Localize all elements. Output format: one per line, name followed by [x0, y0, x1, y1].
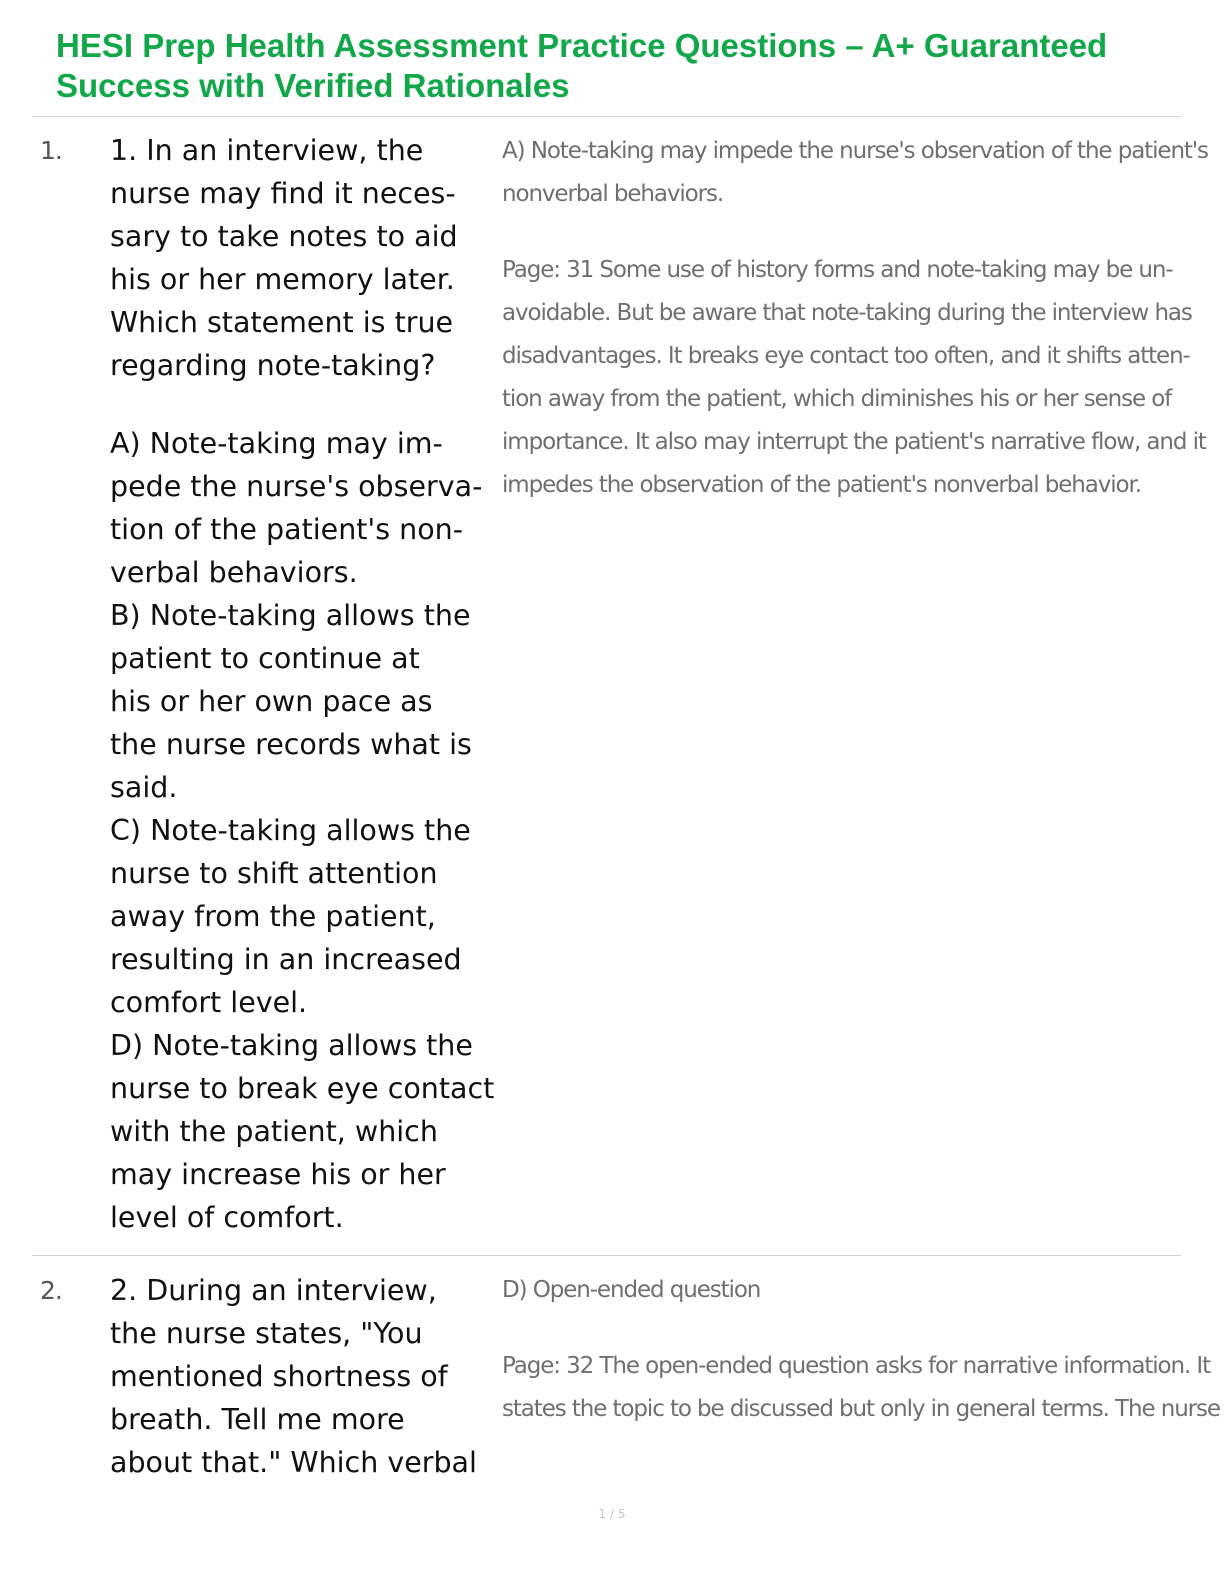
- option-line: nurse to break eye contact: [110, 1072, 495, 1105]
- rationale-line: avoidable. But be aware that note-taking during the interview has: [502, 300, 1192, 326]
- header-divider: [32, 116, 1182, 117]
- option-line: his or her own pace as: [110, 685, 433, 718]
- answer-rationale: [502, 1269, 1220, 1431]
- question-line: sary to take notes to aid: [110, 220, 458, 253]
- question-line: Which statement is true: [110, 306, 454, 339]
- rationale-line: tion away from the patient, which diminishes his or her sense of: [502, 386, 1172, 412]
- question-line: nurse may find it neces-: [110, 177, 456, 210]
- rationale-line: Page: 32 The open-ended question asks for narrative information. It: [502, 1353, 1211, 1379]
- option-line: verbal behaviors.: [110, 556, 358, 589]
- question-line: 1. In an interview, the: [110, 134, 424, 167]
- question-line: the nurse states, "You: [110, 1317, 423, 1350]
- question-line: breath. Tell me more: [110, 1403, 405, 1436]
- option-line: away from the patient,: [110, 900, 436, 933]
- option-line: patient to continue at: [110, 642, 420, 675]
- option-line: A) Note-taking may im-: [110, 427, 443, 460]
- option-line: C) Note-taking allows the: [110, 814, 471, 847]
- option-line: may increase his or her: [110, 1158, 446, 1191]
- question-divider: [32, 1255, 1182, 1256]
- option-line: said.: [110, 771, 178, 804]
- page-number: 1 / 5: [598, 1507, 626, 1521]
- title-line: Success with Verified Rationales: [56, 67, 570, 104]
- question-number: 2.: [40, 1276, 62, 1305]
- rationale-line: impedes the observation of the patient's nonverbal behavior.: [502, 472, 1141, 498]
- option-line: pede the nurse's observa-: [110, 470, 483, 503]
- option-line: resulting in an increased: [110, 943, 462, 976]
- document-title: [56, 26, 1206, 106]
- question-line: regarding note-taking?: [110, 349, 436, 382]
- option-line: tion of the patient's non-: [110, 513, 464, 546]
- option-line: B) Note-taking allows the: [110, 599, 471, 632]
- answer-line: nonverbal behaviors.: [502, 181, 724, 207]
- option-line: the nurse records what is: [110, 728, 472, 761]
- option-line: level of comfort.: [110, 1201, 344, 1234]
- answer-rationale: [502, 130, 1208, 507]
- question-line: his or her memory later.: [110, 263, 455, 296]
- rationale-line: disadvantages. It breaks eye contact too often, and it shifts atten-: [502, 343, 1190, 369]
- option-line: comfort level.: [110, 986, 308, 1019]
- question-text: [110, 1269, 500, 1484]
- rationale-line: importance. It also may interrupt the patient's narrative flow, and it: [502, 429, 1206, 455]
- rationale-line: Page: 31 Some use of history forms and note-taking may be un-: [502, 257, 1173, 283]
- answer-line: A) Note-taking may impede the nurse's observation of the patient's: [502, 138, 1208, 164]
- title-line: HESI Prep Health Assessment Practice Questions – A+ Guaranteed: [56, 27, 1108, 64]
- question-line: about that." Which verbal: [110, 1446, 477, 1479]
- answer-line: D) Open-ended question: [502, 1277, 761, 1303]
- question-text: [110, 129, 500, 1239]
- option-line: D) Note-taking allows the: [110, 1029, 473, 1062]
- question-line: 2. During an interview,: [110, 1274, 437, 1307]
- question-line: mentioned shortness of: [110, 1360, 448, 1393]
- option-line: with the patient, which: [110, 1115, 438, 1148]
- question-number: 1.: [40, 136, 62, 165]
- option-line: nurse to shift attention: [110, 857, 438, 890]
- rationale-line: states the topic to be discussed but only in general terms. The nurse: [502, 1396, 1220, 1422]
